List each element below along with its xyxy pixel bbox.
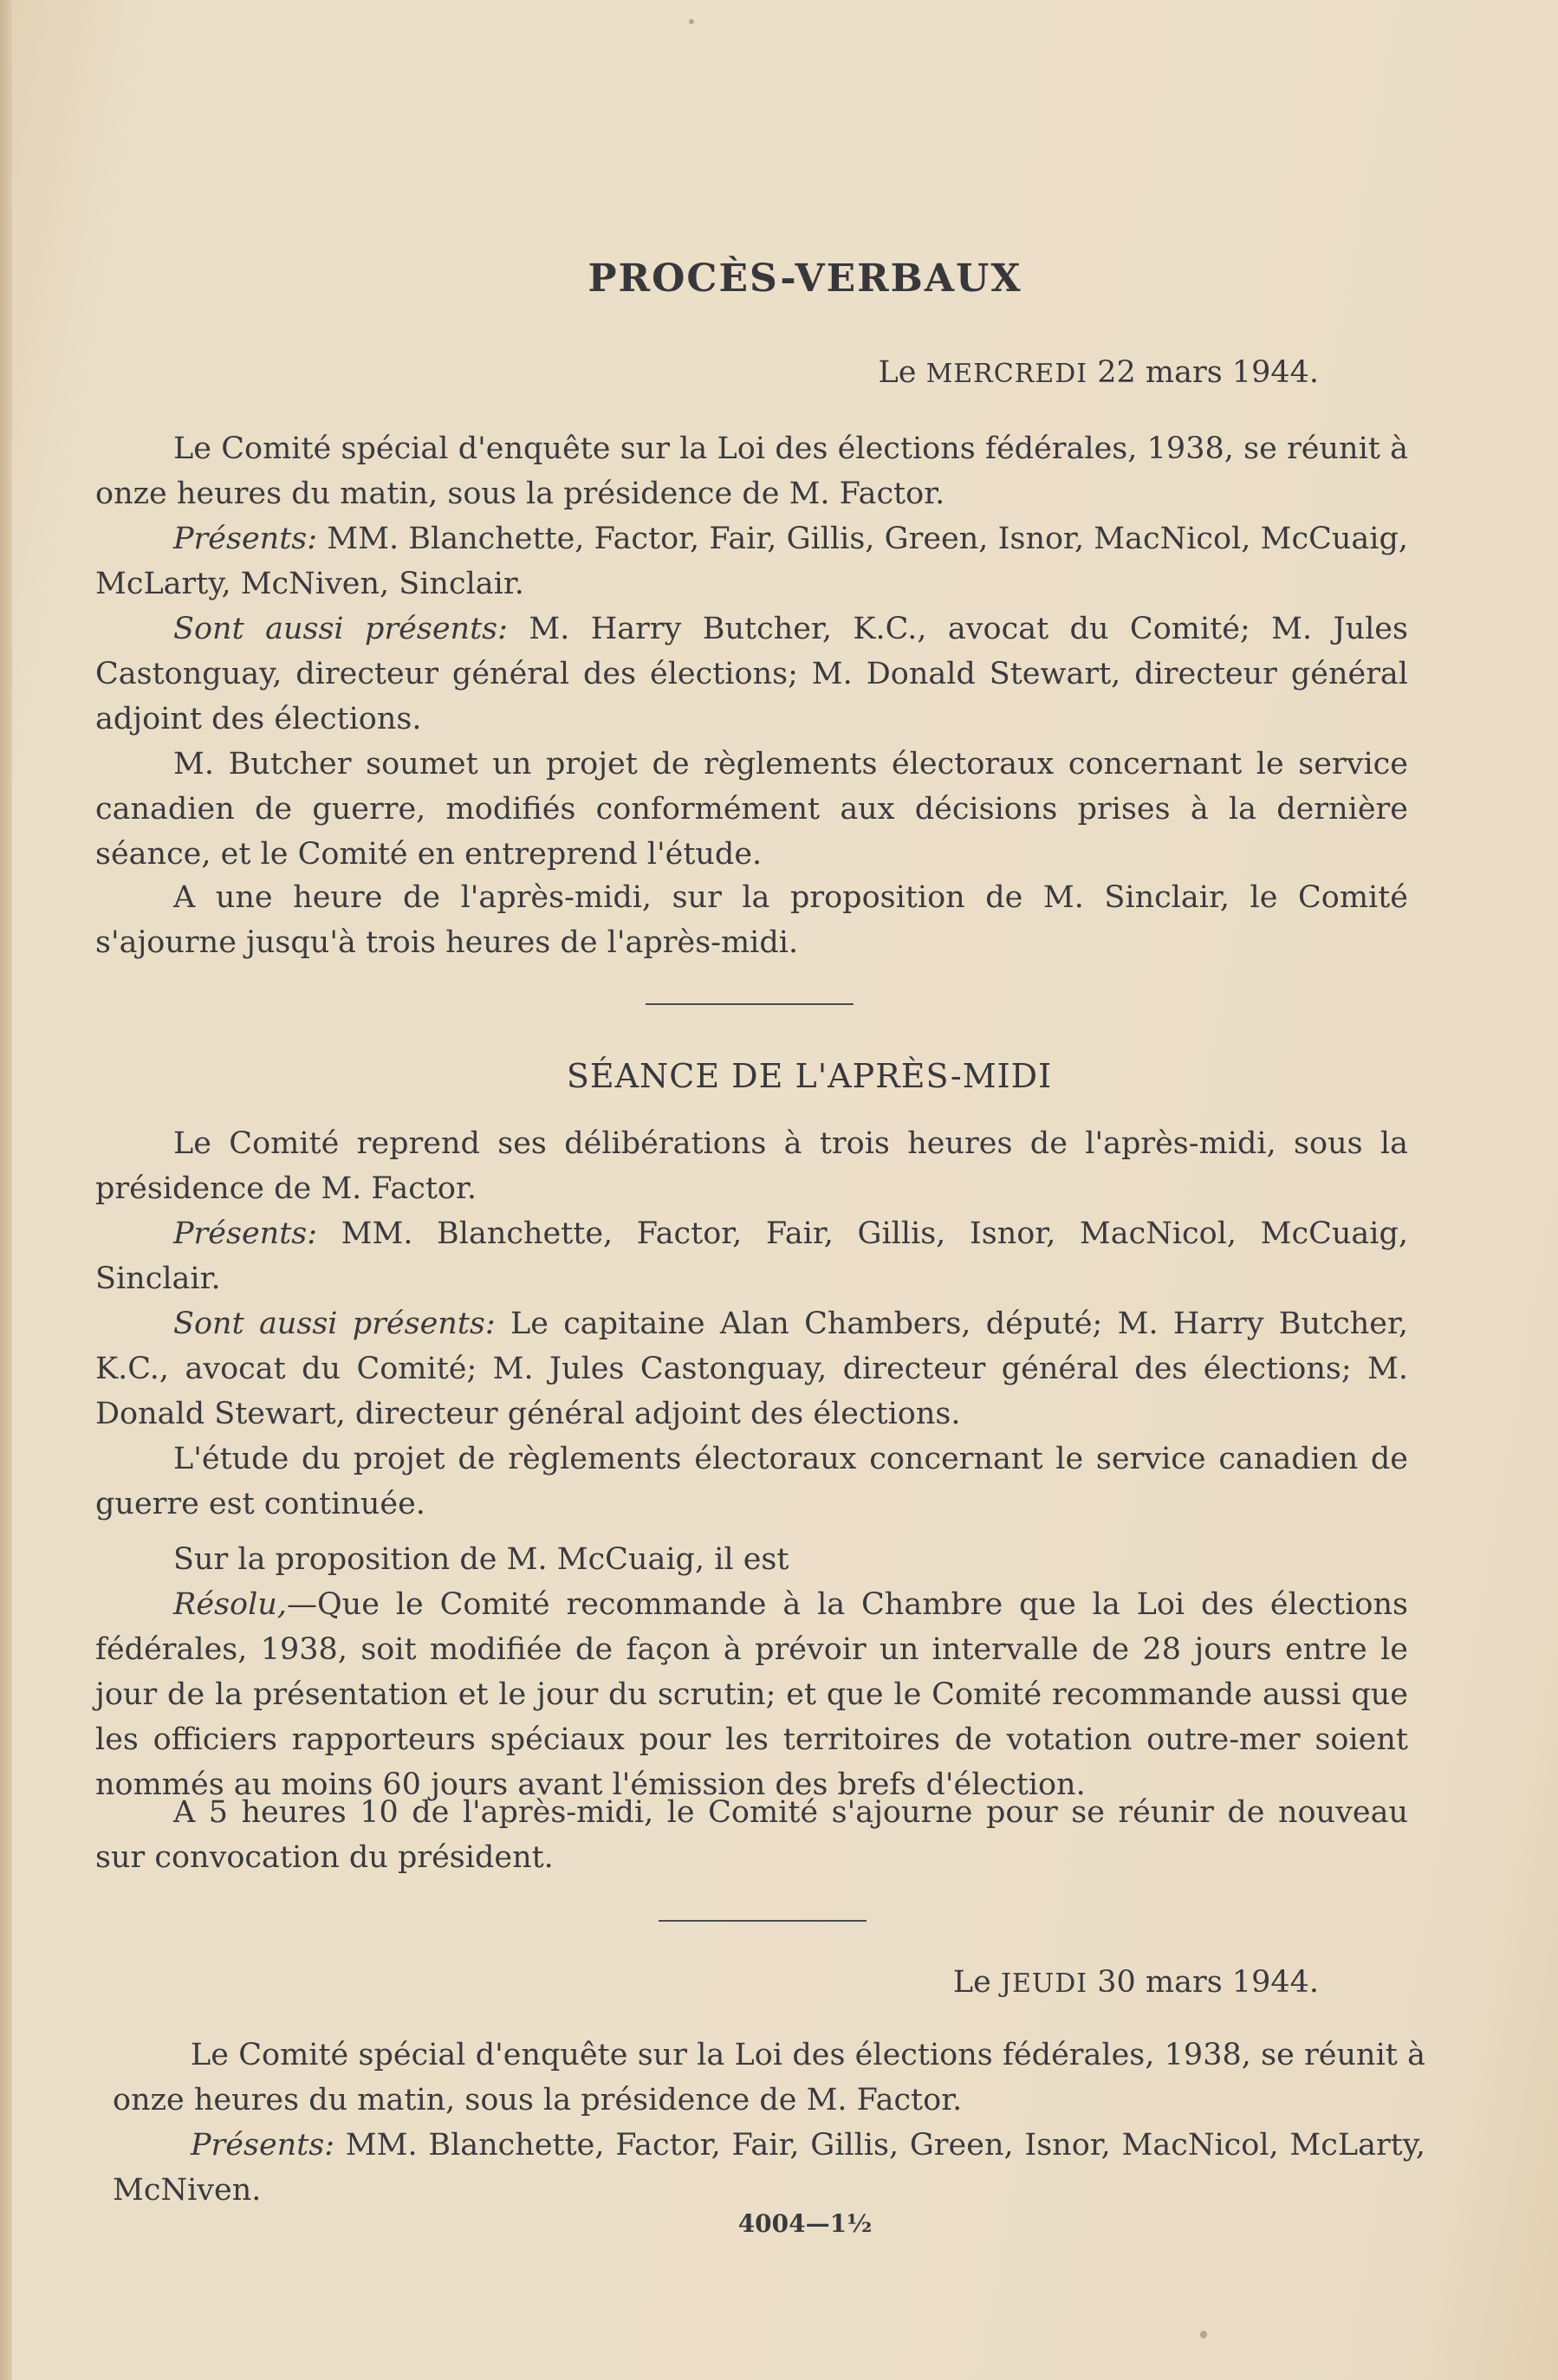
afternoon-adjourn	[95, 1790, 1408, 1880]
afternoon-heading: SÉANCE DE L'APRÈS-MIDI	[566, 1057, 1053, 1095]
present-label: Présents:	[173, 522, 318, 556]
afternoon-motion	[95, 1537, 1408, 1582]
afternoon-opening	[95, 1121, 1408, 1211]
date-day: JEUDI	[1001, 1968, 1088, 1999]
also-present-text: Le capitaine Alan Chambers, député; M. Harry Butcher, K.C., avocat du Comité; M. Jules Castonguay, directeur général des élections; M. Donald Stewart, directeur général adjoint des élections.	[95, 1307, 1408, 1431]
motion-text: Sur la proposition de M. McCuaig, il est	[173, 1542, 789, 1577]
section-divider-1	[646, 1003, 854, 1005]
date-prefix: Le	[878, 355, 917, 390]
date-rest: 22 mars 1944.	[1097, 355, 1319, 390]
present-label: Présents:	[173, 1216, 318, 1251]
present-label: Présents:	[191, 2128, 335, 2163]
afternoon-study	[95, 1436, 1408, 1527]
present-text: MM. Blanchette, Factor, Fair, Gillis, Green, Isnor, MacNicol, McCuaig, McLarty, McNiven, Sinclair.	[95, 522, 1408, 601]
also-present-text: M. Harry Butcher, K.C., avocat du Comité; M. Jules Castonguay, directeur général des élections; M. Donald Stewart, directeur général adjoint des élections.	[95, 612, 1408, 736]
page-signature: 4004—1½	[737, 2209, 873, 2238]
meeting-2-opening-text: Le Comité spécial d'enquête sur la Loi des élections fédérales, 1938, se réunit à onze heures du matin, sous la présidence de M. Factor.	[113, 2038, 1425, 2117]
dateline-meeting-1	[878, 355, 1319, 390]
date-rest: 30 mars 1944.	[1097, 1965, 1319, 2000]
resolved-text: —Que le Comité recommande à la Chambre que la Loi des élections fédérales, 1938, soit modifiée de façon à prévoir un intervalle de 28 jours entre le jour de la présentation et le jour du scrutin; et que le Comité recommande aussi que les officiers rapporteurs spéciaux pour les territoires de votation outre-mer soient nommés au moins 60 jours avant l'émission des brefs d'élection.	[95, 1587, 1408, 1802]
also-present-label: Sont aussi présents:	[173, 612, 508, 646]
page-title: PROCÈS-VERBAUX	[587, 256, 1022, 301]
meeting-1-proceedings	[95, 742, 1408, 877]
adjourn-text: A une heure de l'après-midi, sur la proposition de M. Sinclair, le Comité s'ajourne jusqu'à trois heures de l'après-midi.	[95, 880, 1408, 960]
afternoon-opening-text: Le Comité reprend ses délibérations à trois heures de l'après-midi, sous la présidence de M. Factor.	[95, 1126, 1408, 1206]
afternoon-present	[95, 1211, 1408, 1301]
present-text: MM. Blanchette, Factor, Fair, Gillis, Isnor, MacNicol, McCuaig, Sinclair.	[95, 1216, 1408, 1296]
paper-speck	[1200, 2331, 1207, 2338]
meeting-2-opening	[113, 2033, 1425, 2123]
date-prefix: Le	[952, 1965, 991, 2000]
present-text: MM. Blanchette, Factor, Fair, Gillis, Green, Isnor, MacNicol, McLarty, McNiven.	[113, 2128, 1425, 2208]
afternoon-also-present	[95, 1301, 1408, 1436]
date-day: MERCREDI	[925, 359, 1088, 389]
meeting-1-opening-text: Le Comité spécial d'enquête sur la Loi des élections fédérales, 1938, se réunit à onze heures du matin, sous la présidence de M. Factor.	[95, 431, 1408, 511]
dateline-meeting-2	[953, 1965, 1319, 2000]
proceedings-text: M. Butcher soumet un projet de règlements électoraux concernant le service canadien de guerre, modifiés conformément aux décisions prises à la dernière séance, et le Comité en entreprend l'étude.	[95, 747, 1408, 872]
afternoon-resolution	[95, 1582, 1408, 1807]
section-divider-2	[659, 1920, 867, 1922]
adjourn-text: A 5 heures 10 de l'après-midi, le Comité s'ajourne pour se réunir de nouveau sur convocation du président.	[95, 1795, 1408, 1875]
meeting-1-opening	[95, 426, 1408, 516]
resolved-label: Résolu,	[173, 1587, 287, 1622]
study-text: L'étude du projet de règlements électoraux concernant le service canadien de guerre est continuée.	[95, 1442, 1408, 1521]
meeting-1-present	[95, 516, 1408, 606]
meeting-1-also-present	[95, 606, 1408, 742]
also-present-label: Sont aussi présents:	[173, 1307, 496, 1341]
meeting-1-adjourn	[95, 875, 1408, 965]
meeting-2-present	[113, 2123, 1425, 2213]
paper-speck	[689, 19, 694, 24]
binding-edge	[0, 0, 12, 2380]
